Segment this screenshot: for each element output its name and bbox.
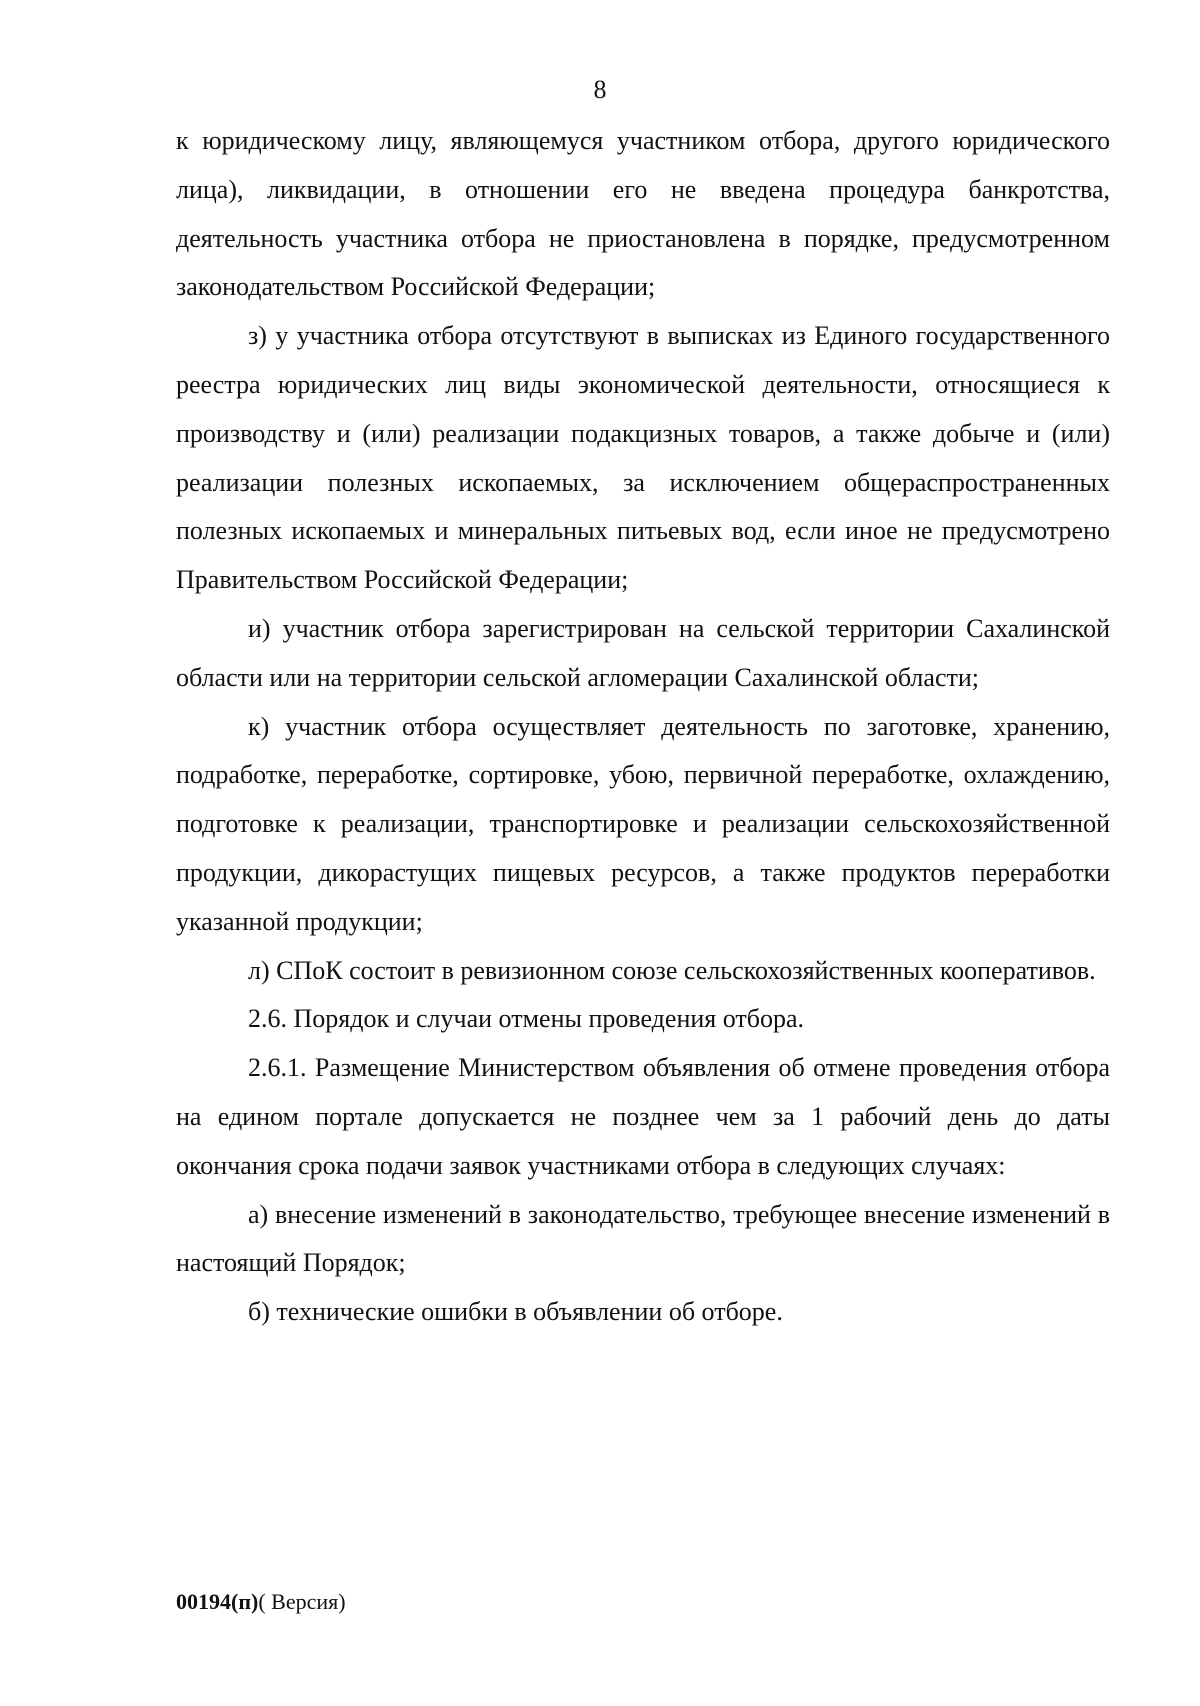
paragraph-2-6-1: 2.6.1. Размещение Министерством объявления об отмене проведения отбора на едином портале допускается не позднее чем за 1 рабочий день до даты окончания срока подачи заявок участниками отбора в следующих случаях: [176,1053,1110,1180]
document-body [176,117,1110,1337]
page-number: 8 [593,75,607,104]
paragraph-item-l: л) СПоК состоит в ревизионном союзе сельскохозяйственных кооперативов. [248,955,1096,985]
document-version: ( Версия) [258,1589,346,1614]
paragraph-item-b: б) технические ошибки в объявлении об отборе. [248,1297,783,1327]
paragraph-item-a: а) внесение изменений в законодательство, требующее внесение изменений в настоящий Порядок; [176,1199,1110,1278]
document-footer [176,1587,346,1617]
paragraph-item-z: з) у участника отбора отсутствуют в выписках из Единого государственного реестра юридических лиц виды экономической деятельности, относящиеся к производству и (или) реализации подакцизных товаров, а также добыче и (или) реализации полезных ископаемых, за исключением общераспространенных полезных ископаемых и минеральных питьевых вод, если иное не предусмотрено Правительством Российской Федерации; [176,321,1110,595]
paragraph-continuation: к юридическому лицу, являющемуся участником отбора, другого юридического лица), ликвидации, в отношении его не введена процедура банкротства, деятельность участника отбора не приостановлена в порядке, предусмотренном законодательством Российской Федерации; [176,126,1110,302]
paragraph-item-i: и) участник отбора зарегистрирован на сельской территории Сахалинской области или на территории сельской агломерации Сахалинской области; [176,613,1110,692]
section-heading-2-6: 2.6. Порядок и случаи отмены проведения отбора. [248,1004,805,1034]
document-code: 00194(п) [176,1589,259,1614]
paragraph-item-k: к) участник отбора осуществляет деятельность по заготовке, хранению, подработке, переработке, сортировке, убою, первичной переработке, охлаждению, подготовке к реализации, транспортировке и реализации сельскохозяйственной продукции, дикорастущих пищевых ресурсов, а также продуктов переработки указанной продукции; [176,711,1110,936]
